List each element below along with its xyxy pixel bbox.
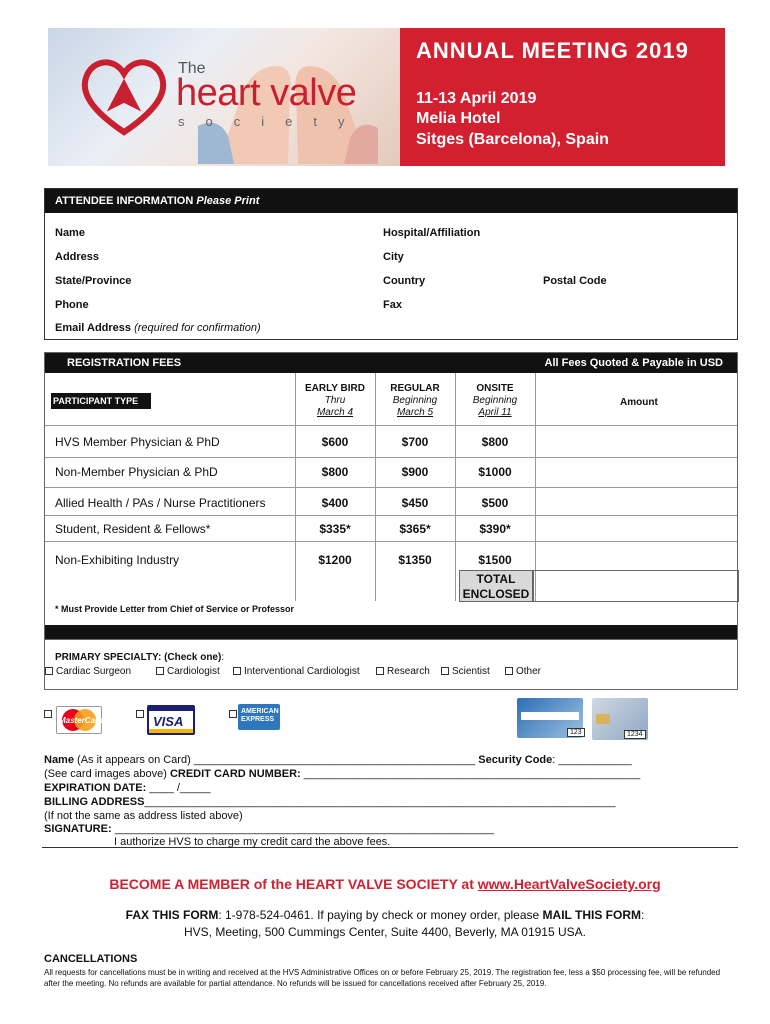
checkbox-icon — [441, 667, 449, 675]
expiration-line[interactable]: EXPIRATION DATE: ____ /_____ — [44, 782, 211, 794]
specialty-title: PRIMARY SPECIALTY: (Check one): — [55, 652, 225, 663]
attendee-header: ATTENDEE INFORMATION Please Print — [45, 189, 737, 213]
early-bird-column-header: EARLY BIRD Thru March 4 — [304, 383, 365, 418]
meeting-location: Sitges (Barcelona), Spain — [416, 131, 609, 148]
fee-cell: $390* — [479, 522, 511, 536]
city-field[interactable]: City — [383, 251, 404, 263]
fax-field[interactable]: Fax — [383, 299, 402, 311]
sample-card-back-icon: 123 — [517, 698, 583, 738]
address-field[interactable]: Address — [55, 251, 100, 263]
fee-row-label: Non-Member Physician & PhD — [55, 465, 218, 479]
specialty-option-cardiac-surgeon[interactable]: Cardiac Surgeon — [45, 666, 131, 677]
amex-checkbox[interactable] — [229, 710, 237, 718]
total-enclosed-label: TOTAL ENCLOSED — [459, 570, 533, 602]
visa-checkbox[interactable] — [136, 710, 144, 718]
regular-column-header: REGULAR Beginning March 5 — [390, 383, 440, 418]
meeting-title: ANNUAL MEETING 2019 — [416, 38, 689, 63]
fee-cell: $600 — [321, 435, 349, 449]
amount-column-header: Amount — [620, 397, 658, 408]
fee-cell: $1350 — [398, 553, 432, 567]
specialty-option-other[interactable]: Other — [505, 666, 541, 677]
fee-cell: $1500 — [478, 553, 512, 567]
fax-instructions: FAX THIS FORM: 1-978-524-0461. If paying by check or money order, please MAIL THIS FORM: HVS, Meeting, 500 Cummings Center, Suite 4400, Beverly, MA 01915 USA. — [125, 908, 645, 939]
meeting-dates: 11-13 April 2019 — [416, 90, 537, 107]
specialty-option-interventional[interactable]: Interventional Cardiologist — [233, 666, 360, 677]
specialty-option-research[interactable]: Research — [376, 666, 430, 677]
attendee-section — [44, 188, 738, 340]
card-number-line[interactable]: (See card images above) CREDIT CARD NUMBER: _______________________________________________________ — [44, 768, 641, 780]
specialty-option-cardiologist[interactable]: Cardiologist — [156, 666, 220, 677]
sample-card-front-icon: 1234 — [592, 698, 648, 740]
fee-cell: $335* — [319, 522, 351, 536]
checkbox-icon — [45, 667, 53, 675]
logo-society: society — [178, 114, 366, 129]
postal-code-field[interactable]: Postal Code — [543, 275, 607, 287]
logo-the: The — [178, 60, 206, 77]
checkbox-icon — [233, 667, 241, 675]
cancellations-text: All requests for cancellations must be in writing and received at the HVS Administrative Offices on or before February 25, 2019. The registration fee, less a $50 processing fee, will be refunded after the meeting. No refunds are available for partial attendance. No refunds will be issued for cancellations received after February 25, 2019. — [44, 968, 721, 988]
visa-icon: VISA — [147, 705, 195, 735]
email-field[interactable]: Email Address (required for confirmation) — [55, 322, 261, 334]
specialty-section — [44, 640, 738, 690]
billing-address-line[interactable]: BILLING ADDRESS_____________________________________________________________________________ — [44, 796, 616, 808]
banner-event-info — [400, 28, 725, 166]
card-name-line[interactable]: Name (As it appears on Card) ______________________________________________ Security Code: ____________ — [44, 754, 632, 766]
signature-line[interactable]: SIGNATURE: ______________________________________________________________ — [44, 823, 494, 835]
fee-row-label: Non-Exhibiting Industry — [55, 553, 180, 567]
fee-cell: $900 — [401, 465, 429, 479]
fee-cell: $1200 — [318, 553, 352, 567]
fees-header: REGISTRATION FEES All Fees Quoted & Payable in USD — [45, 353, 737, 373]
onsite-column-header: ONSITE Beginning April 11 — [472, 383, 518, 418]
amex-icon: AMERICAN EXPRESS — [238, 704, 280, 730]
cancellations-title: CANCELLATIONS — [44, 953, 138, 965]
fee-row-label: Student, Resident & Fellows* — [55, 522, 211, 536]
total-amount-field[interactable] — [533, 570, 739, 602]
country-field[interactable]: Country — [383, 275, 426, 287]
fee-cell: $800 — [321, 465, 349, 479]
fee-cell: $500 — [481, 496, 509, 510]
fee-cell: $365* — [399, 522, 431, 536]
checkbox-icon — [376, 667, 384, 675]
fee-cell: $1000 — [478, 465, 512, 479]
heart-logo-icon — [81, 53, 167, 139]
hospital-field[interactable]: Hospital/Affiliation — [383, 227, 481, 239]
phone-field[interactable]: Phone — [55, 299, 89, 311]
name-field[interactable]: Name — [55, 227, 85, 239]
fee-cell: $450 — [401, 496, 429, 510]
meeting-hotel: Melia Hotel — [416, 110, 501, 127]
fee-cell: $800 — [481, 435, 509, 449]
participant-type-label: PARTICIPANT TYPE — [51, 393, 151, 409]
state-field[interactable]: State/Province — [55, 275, 132, 287]
mastercard-icon: MasterCard — [56, 706, 102, 734]
fee-row-label: HVS Member Physician & PhD — [55, 435, 220, 449]
fee-row-label: Allied Health / PAs / Nurse Practitioners — [55, 496, 266, 510]
checkbox-icon — [505, 667, 513, 675]
registration-fees-section — [44, 352, 738, 640]
authorize-note: I authorize HVS to charge my credit card the above fees. — [114, 836, 391, 848]
billing-note: (If not the same as address listed above) — [44, 810, 243, 822]
mastercard-checkbox[interactable] — [44, 710, 52, 718]
specialty-option-scientist[interactable]: Scientist — [441, 666, 490, 677]
checkbox-icon — [156, 667, 164, 675]
banner — [48, 28, 725, 166]
fee-cell: $400 — [321, 496, 349, 510]
banner-logo-area — [48, 28, 400, 166]
fee-cell: $700 — [401, 435, 429, 449]
divider-bar — [45, 625, 737, 639]
membership-callout: BECOME A MEMBER of the HEART VALVE SOCIETY at www.HeartValveSociety.org — [109, 876, 661, 892]
student-note: * Must Provide Letter from Chief of Service or Professor — [55, 604, 295, 614]
society-link[interactable]: www.HeartValveSociety.org — [477, 876, 661, 892]
logo-heart-valve: heart valve — [176, 72, 357, 114]
